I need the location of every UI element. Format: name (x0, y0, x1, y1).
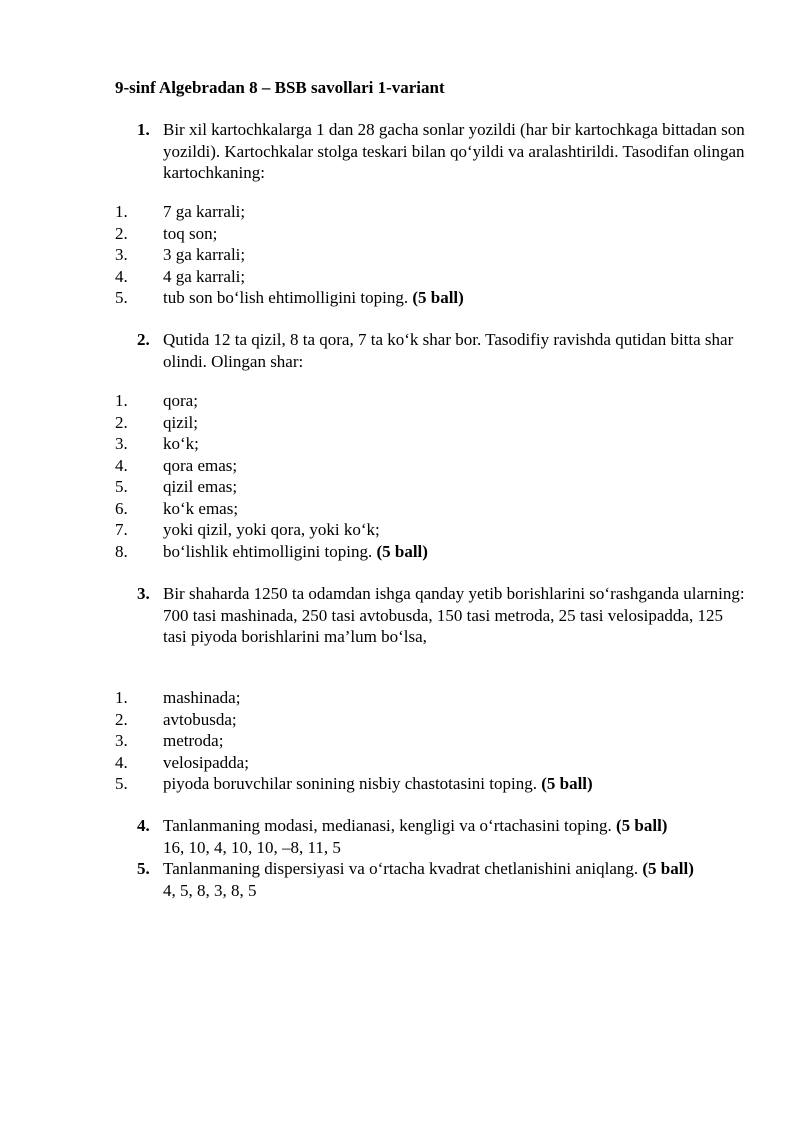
item-number: 1. (115, 688, 128, 707)
item-number: 5. (115, 774, 128, 793)
list-item (115, 433, 745, 455)
item-number: 2. (115, 709, 128, 729)
question-text: Qutida 12 ta qizil, 8 ta qora, 7 ta ko‘k shar bor. Tasodifiy ravishda qutidan bitta shar olindi. Olingan shar: (163, 330, 734, 371)
sample-data: 4, 5, 8, 3, 8, 5 (163, 880, 257, 900)
item-number: 1. (115, 202, 128, 221)
item-text: qizil; (163, 412, 198, 432)
question-4 (115, 815, 745, 858)
list-item (115, 266, 745, 288)
item-text: qora emas; (163, 455, 238, 475)
list-item (115, 201, 745, 223)
sample-data: 16, 10, 4, 10, 10, –8, 11, 5 (163, 837, 341, 857)
points-label: (5 ball) (376, 541, 428, 561)
points-label: (5 ball) (615, 816, 668, 835)
question-text: Tanlanmaning modasi, medianasi, kengligi va o‘rtachasini toping. (163, 816, 612, 835)
item-number: 1. (115, 391, 128, 410)
item-number: 3. (115, 245, 128, 264)
list-item (115, 519, 745, 541)
question-number: 4. (137, 816, 150, 835)
question-3 (115, 583, 745, 648)
list-item (115, 773, 745, 795)
list-item (115, 455, 745, 477)
page-title: 9-sinf Algebradan 8 – BSB savollari 1-variant (115, 78, 445, 97)
list-item (115, 223, 745, 245)
question-text: Tanlanmaning dispersiyasi va o‘rtacha kvadrat chetlanishini aniqlang. (163, 859, 639, 878)
item-number: 2. (115, 412, 128, 432)
item-text: mashinada; (163, 688, 241, 707)
item-number: 5. (115, 288, 128, 307)
list-item (115, 687, 745, 709)
item-number: 5. (115, 477, 128, 496)
list-item (115, 752, 745, 774)
item-number: 2. (115, 223, 128, 243)
item-text: toq son; (163, 223, 218, 243)
question-2 (115, 329, 745, 372)
item-number: 4. (115, 455, 128, 475)
question-2-options (115, 390, 745, 562)
item-text: avtobusda; (163, 709, 237, 729)
item-text: piyoda boruvchilar sonining nisbiy chastotasini toping. (163, 774, 537, 793)
question-number: 2. (137, 330, 150, 349)
item-text: ko‘k emas; (163, 498, 239, 518)
question-text: Bir xil kartochkalarga 1 dan 28 gacha sonlar yozildi (har bir kartochkaga bittadan son yozildi). Kartochkalar stolga teskari bilan qo‘yildi va aralashtirildi. Tasodifan olingan kartochkaning: (163, 120, 745, 182)
question-number: 3. (137, 584, 150, 603)
item-text: bo‘lishlik ehtimolligini toping. (163, 541, 373, 561)
list-item (115, 709, 745, 731)
question-number: 1. (137, 120, 150, 139)
points-label: (5 ball) (642, 859, 694, 878)
item-number: 7. (115, 520, 128, 539)
item-number: 6. (115, 498, 128, 518)
item-number: 3. (115, 434, 128, 453)
question-text-continued: 700 tasi mashinada, 250 tasi avtobusda, 150 tasi metroda, 25 tasi velosipadda, 125 tasi piyoda borishlarini ma’lum bo‘lsa, (163, 605, 723, 646)
item-number: 3. (115, 731, 128, 750)
list-item (115, 541, 745, 563)
list-item (115, 412, 745, 434)
question-3-options (115, 687, 745, 795)
list-item (115, 390, 745, 412)
item-text: metroda; (163, 731, 224, 750)
item-text: qora; (163, 391, 198, 410)
points-label: (5 ball) (541, 774, 593, 793)
list-item (115, 476, 745, 498)
list-item (115, 498, 745, 520)
item-text: ko‘k; (163, 434, 199, 453)
question-number: 5. (137, 859, 150, 878)
question-1 (115, 119, 745, 184)
item-number: 8. (115, 541, 128, 561)
item-text: yoki qizil, yoki qora, yoki ko‘k; (163, 520, 380, 539)
item-text: qizil emas; (163, 477, 238, 496)
question-5 (115, 858, 745, 901)
list-item (115, 730, 745, 752)
item-text: tub son bo‘lish ehtimolligini toping. (163, 288, 409, 307)
item-text: 7 ga karrali; (163, 202, 246, 221)
item-number: 4. (115, 752, 128, 772)
points-label: (5 ball) (412, 288, 464, 307)
question-text: Bir shaharda 1250 ta odamdan ishga qanday yetib borishlarini so‘rashganda ularning: (163, 584, 745, 603)
item-number: 4. (115, 266, 128, 286)
item-text: velosipadda; (163, 752, 249, 772)
question-1-options (115, 201, 745, 309)
list-item (115, 287, 745, 309)
list-item (115, 244, 745, 266)
item-text: 3 ga karrali; (163, 245, 246, 264)
item-text: 4 ga karrali; (163, 266, 246, 286)
